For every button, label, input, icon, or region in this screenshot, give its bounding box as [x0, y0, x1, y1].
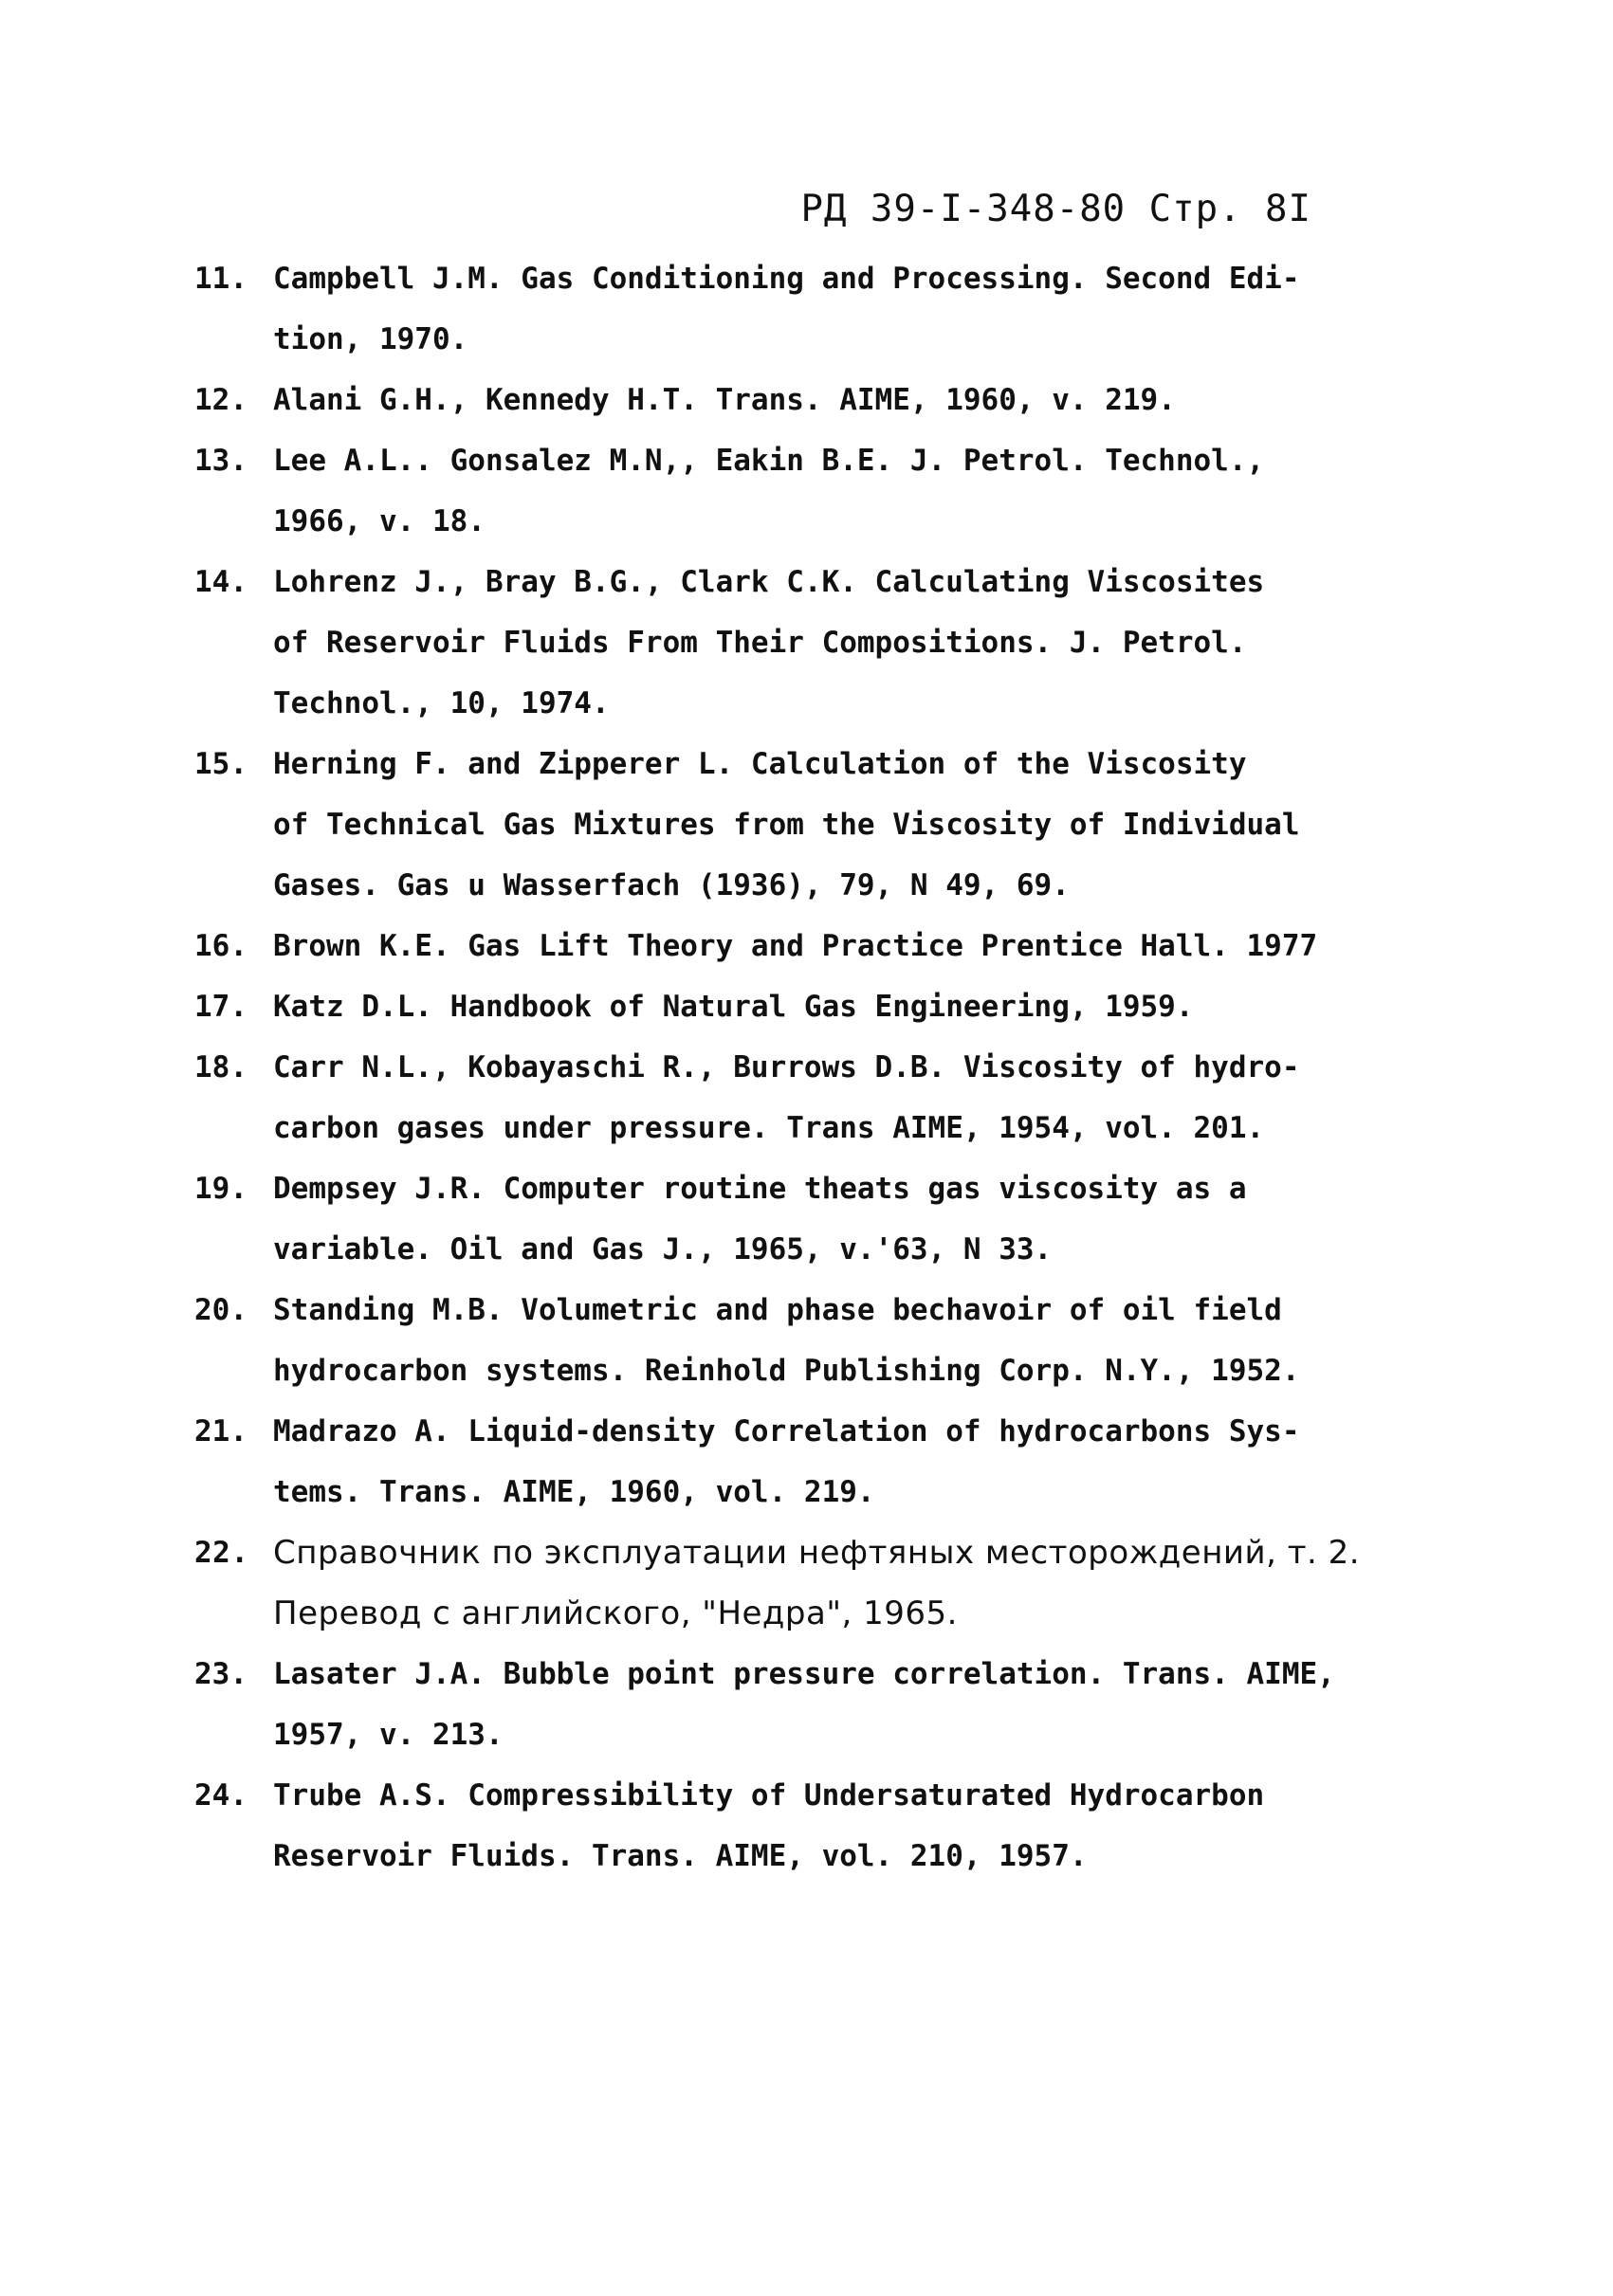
reference-text-line: Madrazo A. Liquid-density Correlation of hydrocarbons Sys- [273, 1414, 1300, 1449]
reference-text-line: Trube A.S. Compressibility of Undersaturated Hydrocarbon [273, 1778, 1265, 1813]
reference-list [194, 248, 1427, 1886]
reference-text-line: 1957, v. 213. [273, 1718, 504, 1752]
reference-item [194, 1401, 1427, 1522]
reference-item [194, 734, 1427, 916]
reference-item [194, 370, 1427, 430]
reference-item [194, 1037, 1427, 1158]
reference-text-line: Herning F. and Zipperer L. Calculation of the Viscosity [273, 747, 1247, 781]
reference-text-line: Справочник по эксплуатации нефтяных месторождений, т. 2. [273, 1534, 1361, 1572]
reference-text-line: Lasater J.A. Bubble point pressure correlation. Trans. AIME, [273, 1657, 1335, 1691]
reference-number: 11. [194, 262, 247, 296]
reference-number: 15. [194, 747, 247, 781]
reference-item [194, 1522, 1427, 1644]
reference-text-line: Gases. Gas u Wasserfach (1936), 79, N 49, 69. [273, 868, 1070, 902]
reference-text-line: Standing M.B. Volumetric and phase bechavoir of oil field [273, 1293, 1282, 1327]
reference-text-line: Lee A.L.. Gonsalez M.N,, Eakin B.E. J. Petrol. Technol., [273, 444, 1265, 478]
reference-text-line: of Reservoir Fluids From Their Compositions. J. Petrol. [273, 626, 1247, 660]
reference-number: 18. [194, 1050, 247, 1084]
reference-text-line: of Technical Gas Mixtures from the Viscosity of Individual [273, 808, 1300, 842]
reference-item [194, 1280, 1427, 1401]
reference-text-line: Campbell J.M. Gas Conditioning and Processing. Second Edi- [273, 262, 1300, 296]
reference-item [194, 1765, 1427, 1886]
reference-number: 14. [194, 565, 247, 599]
reference-text-line: Lohrenz J., Bray B.G., Clark C.K. Calculating Viscosites [273, 565, 1265, 599]
reference-text-line: Перевод с английского, "Недра", 1965. [273, 1594, 958, 1632]
reference-number: 22. [194, 1536, 249, 1570]
reference-number: 16. [194, 929, 247, 963]
reference-text-line: variable. Oil and Gas J., 1965, v.'63, N 33. [273, 1232, 1053, 1266]
reference-text-line: Carr N.L., Kobayaschi R., Burrows D.B. Viscosity of hydro- [273, 1050, 1300, 1084]
reference-text-line: Alani G.H., Kennedy H.T. Trans. AIME, 1960, v. 219. [273, 383, 1176, 417]
reference-text-line: tems. Trans. AIME, 1960, vol. 219. [273, 1475, 875, 1509]
reference-text-line: 1966, v. 18. [273, 504, 486, 538]
reference-text-line: carbon gases under pressure. Trans AIME, 1954, vol. 201. [273, 1111, 1265, 1145]
reference-item [194, 1644, 1427, 1765]
reference-item [194, 916, 1427, 976]
reference-number: 17. [194, 990, 247, 1024]
reference-text-line: Katz D.L. Handbook of Natural Gas Engineering, 1959. [273, 990, 1194, 1024]
reference-number: 24. [194, 1778, 247, 1813]
reference-number: 19. [194, 1172, 247, 1206]
reference-item [194, 976, 1427, 1037]
reference-item [194, 552, 1427, 734]
reference-text-line: Brown K.E. Gas Lift Theory and Practice Prentice Hall. 1977 [273, 929, 1318, 963]
reference-text-line: tion, 1970. [273, 322, 468, 356]
reference-number: 12. [194, 383, 247, 417]
reference-number: 20. [194, 1293, 247, 1327]
reference-text-line: Dempsey J.R. Computer routine theats gas viscosity as a [273, 1172, 1247, 1206]
reference-text-line: Technol., 10, 1974. [273, 686, 610, 720]
page-header-reference: РД 39-I-348-80 Стр. 8I [800, 188, 1311, 230]
reference-item [194, 248, 1427, 370]
reference-number: 21. [194, 1414, 247, 1449]
reference-number: 23. [194, 1657, 247, 1691]
reference-item [194, 430, 1427, 552]
reference-number: 13. [194, 444, 247, 478]
reference-text-line: Reservoir Fluids. Trans. AIME, vol. 210, 1957. [273, 1839, 1088, 1873]
reference-text-line: hydrocarbon systems. Reinhold Publishing Corp. N.Y., 1952. [273, 1354, 1300, 1388]
reference-item [194, 1158, 1427, 1280]
